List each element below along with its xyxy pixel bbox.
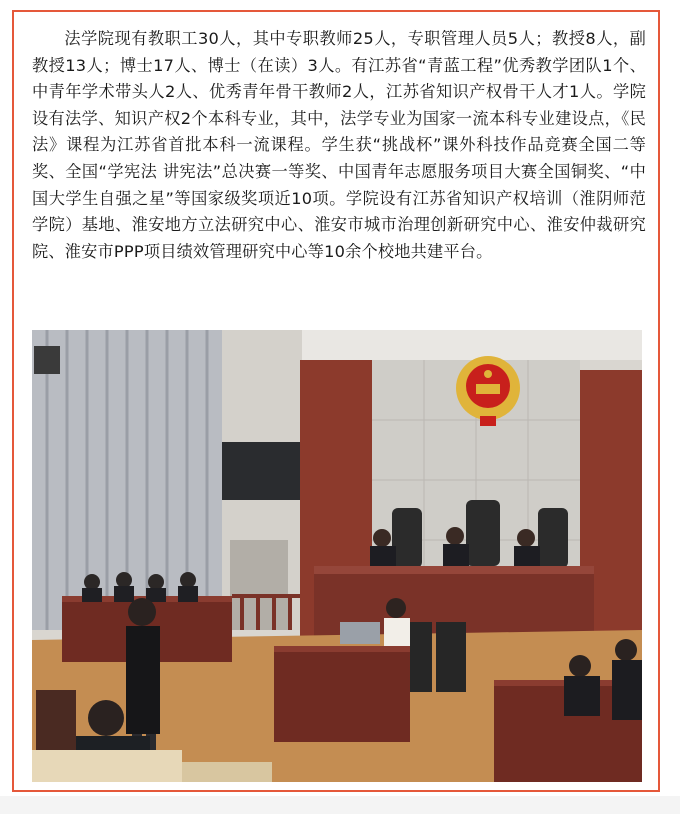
moot-court-photo — [32, 330, 642, 782]
bottom-band — [0, 796, 680, 814]
article-paragraph: 法学院现有教职工30人，其中专职教师25人，专职管理人员5人；教授8人，副教授13人；博士17人、博士（在读）3人。有江苏省“青蓝工程”优秀教学团队1个、中青年学术带头人2人、优秀青年骨干教师2人，江苏省知识产权骨干人才1人。学院设有法学、知识产权2个本科专业，其中，法学专业为国家一流本科专业建设点，《民法》课程为江苏省首批本科一流课程。学生获“挑战杯”课外科技作品竞赛全国二等奖、全国“学宪法 讲宪法”总决赛一等奖、中国青年志愿服务项目大赛全国铜奖、“中国大学生自强之星”等国家级奖项近10项。学院设有江苏省知识产权培训（淮阴师范学院）基地、淮安地方立法研究中心、淮安市城市治理创新研究中心、淮安仲裁研究院、淮安市PPP项目绩效管理研究中心等10余个校地共建平台。 — [32, 29, 646, 261]
article-card — [12, 10, 660, 792]
